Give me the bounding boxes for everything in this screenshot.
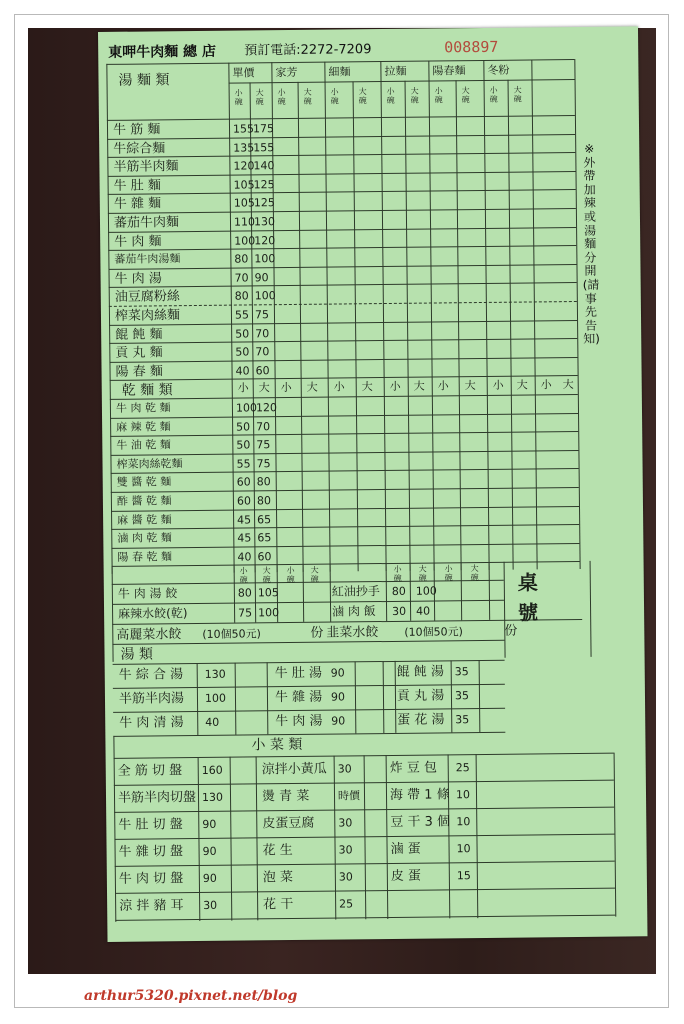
soup-noodle-name: 陽 春 麵 — [115, 364, 163, 380]
soup-noodle-large-price: 125 — [253, 196, 275, 210]
grid-line — [383, 661, 385, 733]
dry-noodle-large-price: 70 — [256, 419, 271, 433]
soup-name: 牛 綜 合 湯 — [118, 667, 184, 684]
dry-small-label: 小 — [492, 379, 504, 393]
soup-noodle-name: 牛綜合麵 — [113, 140, 166, 157]
soup-noodle-name: 牛 肉 湯 — [114, 271, 162, 287]
side-dish-name: 豆 干 3 個 — [390, 814, 451, 831]
grid-line — [110, 394, 578, 400]
dry-large-label: 大 — [464, 379, 476, 393]
grid-line — [386, 563, 388, 621]
size-large-label: 大碗 — [461, 86, 470, 105]
side-dish-price: 10 — [456, 815, 471, 829]
dry-noodle-name: 牛 肉 乾 麵 — [115, 401, 171, 415]
grid-line — [112, 600, 504, 605]
grid-line — [271, 62, 277, 572]
dry-noodle-name: 雙 醬 乾 麵 — [116, 475, 172, 490]
soup-price: 90 — [330, 666, 345, 680]
side-dish-name: 滷 蛋 — [390, 842, 421, 858]
dumpling-line1: 高麗菜水餃 — [116, 627, 182, 644]
soup-noodle-name: 餛 飩 麵 — [115, 326, 163, 343]
soup-name: 蛋 花 湯 — [397, 712, 445, 729]
dumpling-line2: 韭菜水餃 — [326, 625, 379, 642]
dry-noodle-large-price: 60 — [257, 550, 272, 564]
dry-noodle-large-price: 80 — [256, 475, 271, 489]
side-dish-name: 泡 菜 — [262, 870, 294, 886]
dumpling-right-name: 紅油抄手 — [331, 584, 380, 599]
grid-line — [108, 245, 576, 251]
soup-name: 牛 雜 湯 — [274, 690, 323, 706]
dumpling-right-small-price: 80 — [391, 585, 406, 599]
soup-noodle-small-price: 135 — [233, 140, 255, 155]
dumpling-right-large-price: 100 — [415, 584, 437, 599]
size-small-label: 小碗 — [434, 86, 443, 105]
size-large-label: 大碗 — [310, 566, 319, 585]
grid-line — [113, 684, 505, 689]
dry-noodle-large-price: 75 — [256, 438, 271, 452]
dumpling-right-name: 滷 肉 飯 — [332, 604, 376, 619]
soup-noodle-large-price: 130 — [253, 215, 276, 229]
side-dish-name: 花 干 — [263, 897, 294, 913]
grid-line — [483, 60, 489, 570]
dumpling-line2-unit: 份 — [504, 624, 518, 640]
grid-line — [303, 564, 305, 622]
grid-line — [197, 663, 199, 735]
grid-line — [111, 487, 579, 493]
dry-small-label: 小 — [437, 379, 449, 393]
dumpling-small-price: 75 — [238, 606, 253, 620]
soup-noodle-name: 貢 丸 麵 — [115, 345, 163, 362]
dumpling-name: 牛 肉 湯 餃 — [117, 586, 178, 602]
dry-large-label: 大 — [413, 379, 425, 394]
dumpling-right-large-price: 40 — [416, 604, 431, 619]
soup-noodle-name: 牛 肚 麵 — [113, 178, 161, 194]
dry-noodle-small-price: 45 — [237, 513, 252, 527]
dry-small-label: 小 — [280, 381, 292, 395]
soup-name: 牛 肚 湯 — [274, 666, 323, 682]
dumpling-right-small-price: 30 — [392, 605, 407, 619]
side-dish-price: 30 — [338, 816, 353, 830]
soup-name: 牛 肉 湯 — [275, 714, 323, 730]
size-large-label: 大碗 — [418, 564, 427, 584]
side-dish-price: 90 — [202, 872, 217, 886]
dumpling-name: 麻辣水餃(乾) — [118, 606, 188, 622]
side-dish-price: 時價 — [337, 789, 361, 803]
side-dish-name: 皮 蛋 — [390, 869, 422, 885]
side-dish-name: 海 帶 1 條 — [389, 787, 450, 804]
dry-noodle-name: 麻 辣 乾 麵 — [116, 419, 171, 434]
grid-line — [461, 563, 463, 621]
dry-noodle-name: 牛 油 乾 麵 — [116, 438, 171, 453]
dry-noodle-small-price: 100 — [235, 401, 258, 415]
dumpling-line2-price: (10個50元) — [404, 625, 463, 640]
grid-line — [108, 189, 576, 195]
grid-line — [112, 566, 114, 662]
soup-noodle-small-price: 105 — [233, 196, 255, 210]
size-small-label: 小碗 — [234, 88, 243, 107]
side-dish-price: 25 — [455, 761, 470, 775]
side-dish-name: 牛 肚 切 盤 — [118, 817, 183, 834]
grid-line — [267, 663, 269, 735]
restaurant-title: 東呷牛肉麵 總 店 — [108, 43, 217, 61]
soups-heading: 湯 類 — [120, 646, 154, 664]
side-dish-price: 130 — [201, 791, 224, 805]
dumpling-small-price: 80 — [237, 586, 252, 600]
soup-price: 90 — [331, 714, 346, 728]
side-dish-name: 全 筋 切 盤 — [117, 763, 183, 780]
size-small-label: 小碗 — [489, 85, 498, 104]
soup-noodle-large-price: 70 — [255, 345, 270, 359]
grid-line — [489, 562, 491, 620]
soup-noodle-small-price: 50 — [235, 327, 250, 341]
side-dish-price: 90 — [202, 845, 217, 859]
side-dish-name: 涼 拌 豬 耳 — [119, 898, 184, 915]
dry-large-label: 大 — [516, 378, 528, 393]
side-dish-name: 燙 青 菜 — [261, 789, 310, 805]
size-small-label: 小碗 — [330, 87, 339, 106]
dry-noodle-small-price: 50 — [236, 438, 251, 452]
side-dish-price: 160 — [201, 764, 223, 778]
soup-noodle-name: 牛 雜 麵 — [113, 196, 162, 213]
grid-line — [107, 115, 575, 121]
dry-noodle-small-price: 45 — [237, 531, 252, 545]
dumpling-large-price: 105 — [257, 586, 279, 600]
soup-noodle-name: 蕃茄牛肉麵 — [113, 215, 180, 231]
soup-noodle-large-price: 90 — [254, 271, 269, 285]
grid-line — [113, 660, 505, 665]
grid-line — [234, 565, 236, 623]
side-dish-name: 花 生 — [262, 843, 293, 859]
soup-noodle-large-price: 75 — [254, 308, 270, 322]
dry-noodle-name: 榨菜肉絲乾麵 — [116, 456, 183, 471]
grid-line — [110, 431, 578, 437]
side-dish-price: 30 — [338, 870, 353, 884]
dumpling-line1-unit: 份 — [310, 626, 324, 642]
side-dish-name: 皮蛋豆腐 — [262, 816, 315, 832]
column-header: 細麵 — [328, 65, 351, 79]
soup-noodle-name: 榨菜肉絲麵 — [114, 308, 181, 324]
dumpling-line1-price: (10個50元) — [202, 627, 261, 642]
serial-number: 008897 — [444, 37, 499, 57]
grid-line — [574, 59, 580, 569]
dry-noodle-name: 酢 醬 乾 麵 — [116, 494, 172, 508]
dry-large-label: 大 — [306, 381, 318, 395]
soup-price: 90 — [330, 690, 346, 704]
grid-line — [255, 565, 257, 623]
soup-name: 餛 飩 湯 — [396, 664, 445, 681]
soup-noodle-name: 牛 筋 麵 — [112, 122, 161, 138]
grid-line — [479, 660, 481, 732]
grid-line — [111, 506, 579, 512]
dry-large-label: 大 — [361, 380, 373, 394]
grid-line — [109, 338, 577, 344]
soup-noodle-small-price: 120 — [233, 159, 255, 173]
soup-price: 35 — [454, 665, 469, 679]
takeout-note: ※外帶加辣或湯麵分開(請事先告知) — [582, 141, 601, 347]
soup-noodle-large-price: 175 — [252, 122, 275, 136]
soup-noodle-large-price: 120 — [254, 233, 276, 247]
side-dish-name: 牛 雜 切 盤 — [118, 844, 184, 861]
size-large-label: 大碗 — [303, 87, 312, 106]
grid-line — [110, 413, 578, 419]
soup-noodle-name: 牛 肉 麵 — [114, 233, 162, 250]
grid-line — [324, 62, 330, 572]
soup-price: 100 — [204, 692, 227, 706]
soup-noodle-name: 蕃茄牛肉湯麵 — [114, 252, 181, 267]
dry-noodle-small-price: 60 — [236, 494, 251, 508]
dry-small-label: 小 — [333, 380, 345, 394]
photo-background — [28, 28, 656, 1004]
grid-line — [113, 736, 116, 922]
soup-noodle-small-price: 100 — [234, 233, 256, 248]
dry-noodle-name: 陽 春 乾 麵 — [117, 550, 173, 564]
soup-noodle-small-price: 80 — [234, 289, 249, 303]
soup-name: 牛 肉 清 湯 — [119, 715, 184, 732]
grid-line — [451, 661, 453, 733]
dry-noodle-large-price: 75 — [256, 457, 271, 471]
soup-noodle-large-price: 155 — [253, 140, 275, 154]
soup-noodle-large-price: 140 — [253, 159, 275, 173]
size-large-label: 大碗 — [410, 86, 419, 105]
grid-line — [110, 450, 578, 456]
soup-name: 半筋半肉湯 — [118, 691, 185, 708]
grid-line — [504, 562, 506, 658]
dry-noodle-large-price: 80 — [256, 494, 271, 508]
dry-large-label: 大 — [562, 378, 574, 392]
grid-line — [228, 63, 234, 573]
dry-large-label: 大 — [258, 381, 270, 395]
soup-price: 35 — [455, 713, 470, 727]
watermark-text: arthur5320.pixnet.net/blog — [84, 988, 298, 1004]
grid-line — [531, 59, 537, 569]
soup-noodle-large-price: 100 — [254, 289, 276, 303]
size-small-label: 小碗 — [286, 566, 295, 585]
dry-noodle-large-price: 120 — [255, 401, 278, 415]
grid-line — [113, 732, 505, 737]
size-small-label: 小碗 — [239, 566, 248, 585]
soup-noodle-small-price: 105 — [233, 178, 255, 192]
size-large-label: 大碗 — [513, 85, 522, 104]
dry-noodles-heading: 乾 麵 類 — [121, 382, 173, 400]
side-dish-name: 牛 肉 切 盤 — [118, 871, 184, 888]
grid-line — [229, 79, 575, 84]
soup-noodle-small-price: 80 — [234, 252, 249, 266]
grid-line — [106, 64, 112, 574]
size-small-label: 小碗 — [386, 86, 395, 105]
soup-price: 40 — [205, 716, 220, 730]
side-dish-price: 30 — [338, 843, 353, 857]
dry-noodle-name: 麻 醬 乾 麵 — [117, 512, 172, 527]
soup-noodle-small-price: 40 — [235, 364, 250, 378]
soup-noodle-small-price: 110 — [233, 215, 256, 229]
dry-noodle-small-price: 55 — [236, 457, 251, 471]
soup-noodle-large-price: 60 — [255, 364, 270, 378]
side-dish-name: 炸 豆 包 — [389, 760, 438, 777]
table-number-label: 桌號 — [517, 570, 539, 626]
side-dish-price: 10 — [455, 788, 471, 802]
size-large-label: 大碗 — [358, 87, 367, 106]
soup-noodle-small-price: 155 — [232, 122, 255, 136]
dry-noodle-small-price: 60 — [236, 475, 251, 489]
soup-price: 130 — [204, 668, 226, 682]
soup-noodle-small-price: 55 — [234, 308, 250, 322]
order-form — [98, 26, 647, 942]
grid-line — [109, 282, 577, 288]
size-large-label: 大碗 — [262, 566, 271, 585]
dry-noodle-large-price: 65 — [257, 531, 272, 545]
side-dish-name: 半筋半肉切盤 — [117, 790, 197, 807]
side-dish-price: 25 — [339, 897, 354, 911]
grid-line — [111, 543, 579, 549]
grid-line — [107, 134, 575, 140]
soup-noodle-large-price: 125 — [253, 177, 275, 192]
grid-line — [109, 357, 577, 363]
side-dish-price: 15 — [456, 869, 471, 883]
grid-line — [410, 563, 412, 621]
dry-noodle-small-price: 50 — [236, 420, 251, 434]
side-dish-price: 10 — [456, 842, 471, 856]
column-header: 拉麵 — [384, 64, 407, 79]
column-header: 陽春麵 — [432, 64, 466, 78]
soup-name: 貢 丸 湯 — [396, 688, 445, 705]
soup-noodles-heading: 湯 麵 類 — [118, 72, 170, 89]
dumpling-large-price: 100 — [258, 606, 280, 620]
grid-line — [590, 561, 592, 657]
grid-line — [107, 152, 575, 158]
soup-noodle-large-price: 70 — [255, 326, 270, 340]
grid-line — [111, 524, 579, 530]
soup-noodle-small-price: 50 — [235, 345, 250, 359]
size-large-label: 大碗 — [255, 88, 264, 107]
side-dish-name: 涼拌小黃瓜 — [261, 762, 327, 778]
dry-noodle-small-price: 40 — [237, 550, 252, 564]
dry-noodle-name: 滷 肉 乾 麵 — [117, 531, 172, 546]
size-small-label: 小碗 — [277, 88, 286, 107]
dry-small-label: 小 — [389, 380, 401, 394]
size-large-label: 大碗 — [470, 564, 479, 583]
grid-line — [112, 561, 580, 567]
size-small-label: 小碗 — [393, 565, 402, 584]
soup-noodle-name: 半筋半肉麵 — [113, 159, 179, 176]
dry-small-label: 小 — [237, 381, 249, 395]
grid-line — [380, 61, 386, 571]
column-header: 單價 — [232, 66, 255, 80]
dry-small-label: 小 — [540, 378, 552, 392]
column-header: 冬粉 — [487, 63, 510, 77]
dry-noodle-large-price: 65 — [257, 512, 272, 526]
side-dish-price: 30 — [203, 899, 218, 913]
watermark — [76, 985, 348, 1007]
grid-line — [235, 663, 237, 735]
soup-noodle-name: 油豆腐粉絲 — [114, 289, 180, 306]
grid-line — [108, 208, 576, 214]
grid-line — [113, 708, 505, 713]
grid-line — [428, 61, 434, 571]
side-dishes-heading: 小 菜 類 — [251, 737, 303, 754]
soup-price: 35 — [454, 689, 470, 703]
side-dish-price: 30 — [337, 762, 352, 776]
soup-noodle-large-price: 100 — [254, 252, 276, 266]
column-header: 家芳 — [275, 65, 298, 80]
size-small-label: 小碗 — [444, 564, 453, 583]
soup-noodle-small-price: 70 — [234, 271, 249, 285]
grid-line — [355, 662, 357, 734]
side-dish-price: 90 — [202, 818, 217, 832]
order-phone: 預訂電話:2272-7209 — [244, 42, 372, 59]
